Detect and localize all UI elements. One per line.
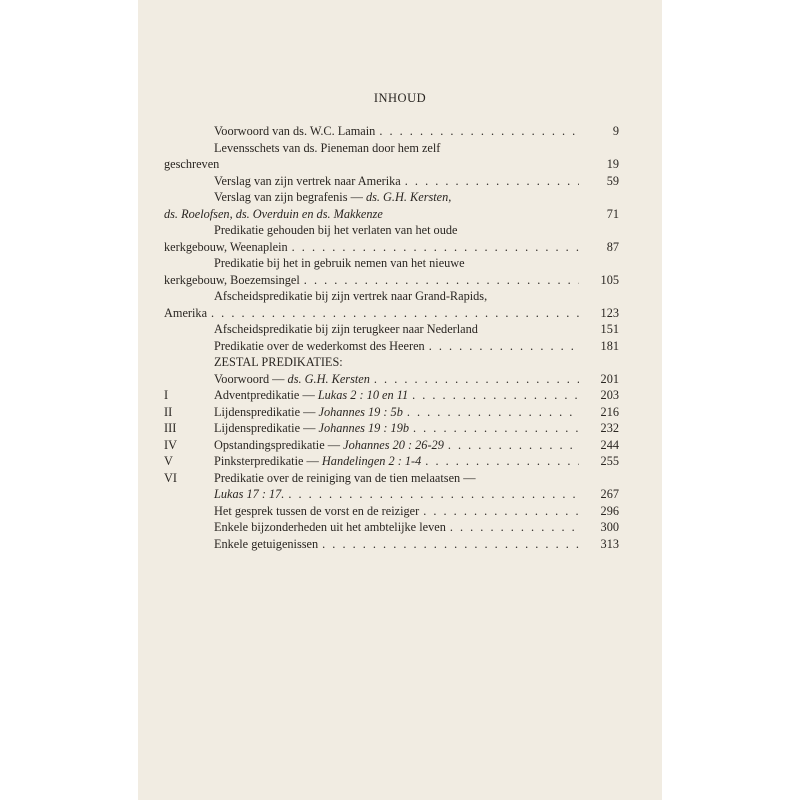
toc-entry-reference: ds. G.H. Kersten — [284, 371, 370, 386]
toc-entry-text: Levensschets van ds. Pieneman door hem zelf — [214, 140, 441, 155]
toc-number: III — [164, 421, 177, 435]
toc-entry-text: Verslag van zijn vertrek naar Amerika — [214, 173, 401, 188]
toc-page-number: 313 — [600, 536, 619, 551]
toc-row — [164, 437, 619, 454]
toc-number: VI — [164, 470, 177, 485]
toc-number: IV — [164, 437, 177, 452]
toc-page-number: 19 — [606, 157, 619, 171]
toc-leader-dots — [379, 123, 579, 140]
toc-row — [164, 387, 619, 404]
toc-leader-dots — [407, 404, 579, 421]
toc-entry-text: Lijdenspredikatie — — [214, 404, 316, 419]
toc-row — [164, 321, 619, 338]
toc-row — [164, 486, 619, 503]
toc-row — [164, 371, 619, 388]
toc-number: II — [164, 404, 173, 419]
toc-entry-text: Afscheidspredikatie bij zijn vertrek naar Grand-Rapids, — [214, 289, 488, 303]
toc-leader-dots — [423, 503, 579, 520]
toc-page-number: 71 — [606, 206, 619, 221]
toc-leader-dots — [288, 486, 579, 503]
toc-number: V — [164, 454, 173, 468]
toc-entry-text: Amerika — [164, 305, 208, 320]
toc-entry-reference: ds. G.H. Kersten, — [362, 190, 452, 204]
toc-leader-dots — [405, 173, 579, 190]
toc-row — [164, 503, 619, 520]
toc-entry-text: kerkgebouw, Boezemsingel — [164, 272, 300, 287]
toc-entry-reference: Johannes 20 : 26-29 — [340, 437, 444, 452]
toc-leader-dots — [429, 338, 579, 355]
book-page — [138, 0, 662, 800]
toc-entry-text: Enkele bijzonderheden uit het ambtelijke leven — [214, 520, 446, 534]
toc-page-number: 244 — [600, 437, 619, 452]
toc-entry-text: ZESTAL PREDIKATIES: — [214, 355, 343, 369]
toc-entry-text: geschreven — [164, 157, 220, 171]
toc-page-number: 123 — [600, 305, 619, 320]
toc-row — [164, 272, 619, 289]
toc-row — [164, 156, 619, 173]
toc-row — [164, 354, 619, 371]
toc-entry-text: Opstandingspredikatie — — [214, 437, 341, 452]
toc-entry-reference: Lukas 2 : 10 en 11 — [314, 388, 409, 402]
toc-page-number: 203 — [600, 388, 619, 402]
toc-page-number: 267 — [600, 487, 619, 501]
toc-entry-text: kerkgebouw, Weenaplein — [164, 239, 288, 254]
toc-entry-text: Voorwoord — — [214, 371, 285, 386]
toc-entry-text: Predikatie gehouden bij het verlaten van het oude — [214, 223, 458, 237]
toc-leader-dots — [413, 420, 579, 437]
toc-entry-text: Voorwoord van ds. W.C. Lamain — [214, 124, 376, 138]
toc-entry-reference: Handelingen 2 : 1-4 — [318, 454, 422, 468]
toc-row — [164, 189, 619, 206]
page-title: INHOUD — [373, 91, 427, 105]
toc-leader-dots — [448, 437, 579, 454]
toc-row — [164, 338, 619, 355]
toc-page-number: 181 — [600, 338, 619, 353]
toc-leader-dots — [425, 453, 579, 470]
toc-leader-dots — [412, 387, 579, 404]
toc-row — [164, 123, 619, 140]
toc-page-number: 255 — [600, 454, 619, 468]
toc-leader-dots — [322, 536, 579, 553]
toc-row — [164, 239, 619, 256]
toc-row — [164, 206, 619, 223]
toc-page-number: 201 — [600, 371, 619, 386]
toc-page-number: 300 — [600, 520, 619, 534]
toc-page-number: 59 — [606, 173, 619, 188]
table-of-contents — [164, 123, 619, 552]
toc-row — [164, 519, 619, 536]
toc-row — [164, 222, 619, 239]
toc-entry-text: ds. Roelofsen, ds. Overduin en ds. Makkenze — [164, 206, 383, 221]
toc-leader-dots — [450, 519, 579, 536]
toc-leader-dots — [304, 272, 579, 289]
toc-number: I — [164, 388, 169, 402]
toc-entry-text: Lukas 17 : 17. — [214, 487, 285, 501]
toc-row — [164, 255, 619, 272]
toc-entry-text: Afscheidspredikatie bij zijn terugkeer naar Nederland — [214, 322, 478, 336]
toc-entry-reference: Johannes 19 : 19b — [315, 421, 409, 435]
toc-leader-dots — [211, 305, 579, 322]
toc-row — [164, 453, 619, 470]
toc-entry-text: Adventpredikatie — — [214, 388, 315, 402]
toc-page-number: 151 — [600, 322, 619, 336]
toc-page-number: 87 — [606, 239, 619, 254]
toc-row — [164, 173, 619, 190]
toc-page-number: 296 — [600, 503, 619, 518]
toc-row — [164, 140, 619, 157]
toc-entry-text: Predikatie over de wederkomst des Heeren — [214, 338, 425, 353]
toc-leader-dots — [374, 371, 579, 388]
toc-entry-text: Lijdenspredikatie — — [214, 421, 316, 435]
toc-entry-text: Het gesprek tussen de vorst en de reiziger — [214, 503, 420, 518]
toc-row — [164, 288, 619, 305]
toc-row — [164, 470, 619, 487]
toc-row — [164, 305, 619, 322]
toc-leader-dots — [292, 239, 579, 256]
toc-entry-text: Predikatie bij het in gebruik nemen van het nieuwe — [214, 256, 465, 270]
toc-page-number: 232 — [600, 421, 619, 435]
toc-entry-reference: Johannes 19 : 5b — [315, 404, 403, 419]
toc-entry-text: Pinksterpredikatie — — [214, 454, 319, 468]
toc-page-number: 105 — [600, 272, 619, 287]
toc-page-number: 216 — [600, 404, 619, 419]
toc-entry-text: Verslag van zijn begrafenis — — [214, 190, 363, 204]
toc-page-number: 9 — [612, 124, 619, 138]
toc-row — [164, 420, 619, 437]
toc-entry-text: Enkele getuigenissen — [214, 536, 319, 551]
toc-row — [164, 536, 619, 553]
toc-entry-text: Predikatie over de reiniging van de tien melaatsen — — [214, 470, 476, 485]
toc-row — [164, 404, 619, 421]
